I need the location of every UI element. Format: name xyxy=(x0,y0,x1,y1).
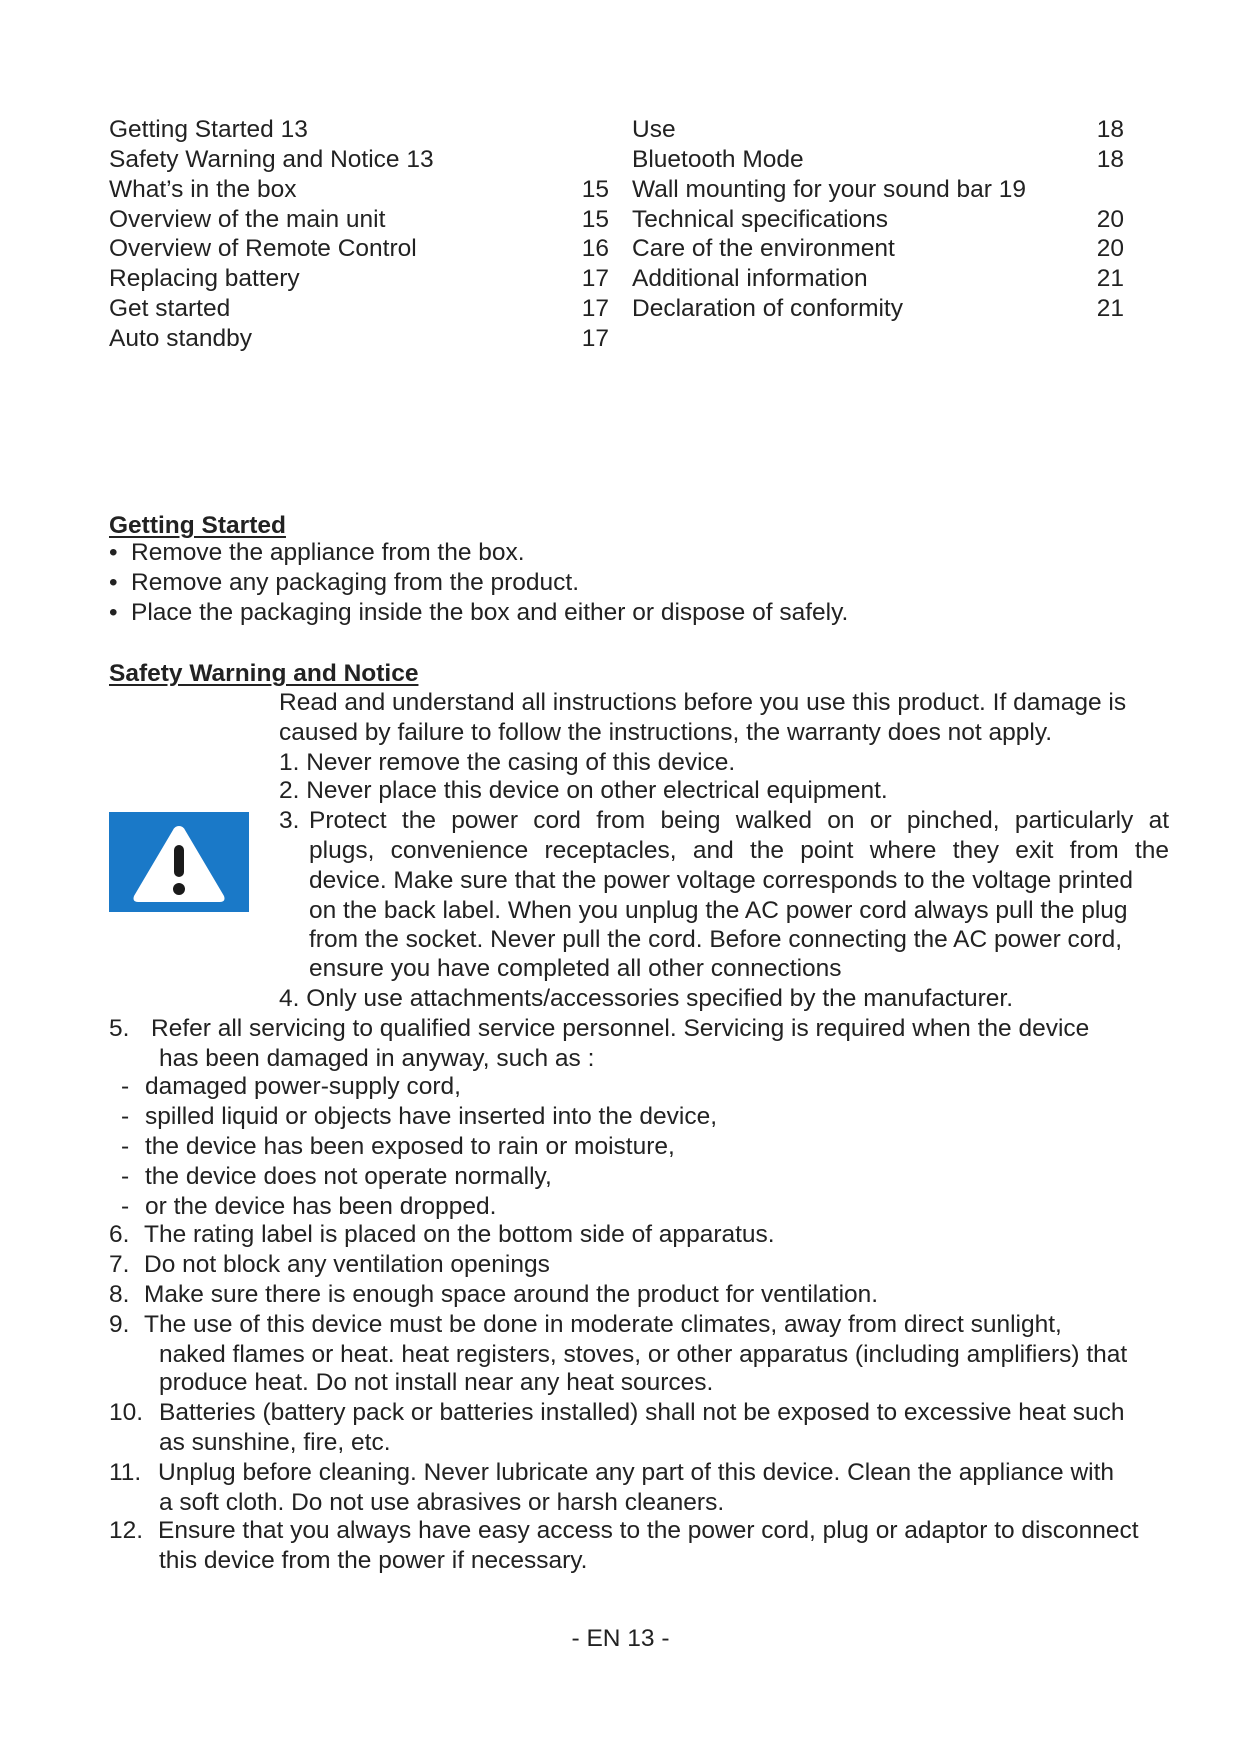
toc-label: Care of the environment xyxy=(632,235,895,262)
toc-label: Getting Started 13 xyxy=(109,116,308,143)
toc-page-number: 18 xyxy=(1096,116,1124,143)
item-line: Make sure there is enough space around the product for ventilation. xyxy=(144,1281,879,1308)
item-number: 3. xyxy=(279,807,300,834)
item-line: plugs, convenience receptacles, and the point where they exit from the xyxy=(309,837,1169,864)
toc-entry xyxy=(109,295,609,323)
safety-item-4: 4. Only use attachments/accessories specified by the manufacturer. xyxy=(279,985,1014,1012)
item-number: 7. xyxy=(109,1251,130,1278)
toc-entry xyxy=(632,206,1124,234)
toc-page-number: 17 xyxy=(581,295,609,322)
item-number: 12. xyxy=(109,1517,144,1544)
toc-entry xyxy=(632,116,1124,144)
toc-label: Use xyxy=(632,116,676,143)
toc-label: Get started xyxy=(109,295,231,322)
item-number: 11. xyxy=(109,1459,142,1486)
item-line: Protect the power cord from being walked on or pinched, particularly at xyxy=(309,807,1169,834)
item-line: Refer all servicing to qualified service personnel. Servicing is required when the device xyxy=(151,1015,1090,1042)
item-number: 6. xyxy=(109,1221,130,1248)
toc-page-number: 17 xyxy=(581,265,609,292)
bullet-item: Remove any packaging from the product. xyxy=(131,569,580,596)
bullet-marker: • xyxy=(109,539,118,566)
toc-label: Safety Warning and Notice 13 xyxy=(109,146,434,173)
toc-label: Wall mounting for your sound bar 19 xyxy=(632,176,1027,203)
toc-entry xyxy=(109,265,609,293)
item-line: has been damaged in anyway, such as : xyxy=(159,1045,595,1072)
toc-page-number: 21 xyxy=(1096,265,1124,292)
toc-entry xyxy=(109,116,609,144)
toc-page-number: 16 xyxy=(581,235,609,262)
item-number: 9. xyxy=(109,1311,130,1338)
item-line: The use of this device must be done in moderate climates, away from direct sunlight, xyxy=(144,1311,1062,1338)
dash-marker: - xyxy=(121,1073,130,1100)
toc-entry xyxy=(109,206,609,234)
bullet-marker: • xyxy=(109,599,118,626)
toc-page-number: 21 xyxy=(1096,295,1124,322)
item-line: Batteries (battery pack or batteries installed) shall not be exposed to excessive heat such xyxy=(159,1399,1125,1426)
page-number: - EN 13 - xyxy=(571,1625,670,1652)
bullet-item: Remove the appliance from the box. xyxy=(131,539,525,566)
safety-item-2: 2. Never place this device on other electrical equipment. xyxy=(279,777,888,804)
intro-line: caused by failure to follow the instructions, the warranty does not apply. xyxy=(279,719,1053,746)
item-number: 8. xyxy=(109,1281,130,1308)
toc-page-number: 17 xyxy=(581,325,609,352)
bullet-marker: • xyxy=(109,569,118,596)
item-line: The rating label is placed on the bottom side of apparatus. xyxy=(144,1221,775,1248)
dash-marker: - xyxy=(121,1193,130,1220)
item-line: ensure you have completed all other connections xyxy=(309,955,842,982)
item-line: produce heat. Do not install near any heat sources. xyxy=(159,1369,714,1396)
item-line: Do not block any ventilation openings xyxy=(144,1251,550,1278)
item-line: device. Make sure that the power voltage corresponds to the voltage printed xyxy=(309,867,1133,894)
toc-label: Auto standby xyxy=(109,325,253,352)
toc-entry xyxy=(109,235,609,263)
bullet-item: Place the packaging inside the box and either or dispose of safely. xyxy=(131,599,849,626)
toc-label: Overview of Remote Control xyxy=(109,235,417,262)
toc-page-number: 18 xyxy=(1096,146,1124,173)
toc-entry xyxy=(632,235,1124,263)
toc-entry xyxy=(632,176,1124,204)
toc-page-number: 20 xyxy=(1096,235,1124,262)
warning-triangle-icon xyxy=(109,812,249,912)
toc-entry xyxy=(109,146,609,174)
item-number: 5. xyxy=(109,1015,130,1042)
item-line: from the socket. Never pull the cord. Before connecting the AC power cord, xyxy=(309,926,1122,953)
getting-started-heading: Getting Started xyxy=(109,512,286,539)
warning-triangle-icon-graphic xyxy=(109,812,249,912)
dash-item: the device has been exposed to rain or moisture, xyxy=(145,1133,675,1160)
toc-label: Declaration of conformity xyxy=(632,295,903,322)
toc-label: What’s in the box xyxy=(109,176,297,203)
item-line: on the back label. When you unplug the AC power cord always pull the plug xyxy=(309,897,1128,924)
toc-entry xyxy=(632,265,1124,293)
dash-marker: - xyxy=(121,1103,130,1130)
item-line: as sunshine, fire, etc. xyxy=(159,1429,391,1456)
dash-item: the device does not operate normally, xyxy=(145,1163,552,1190)
toc-page-number: 20 xyxy=(1096,206,1124,233)
toc-label: Technical specifications xyxy=(632,206,889,233)
safety-heading: Safety Warning and Notice xyxy=(109,660,419,687)
item-line: a soft cloth. Do not use abrasives or harsh cleaners. xyxy=(159,1489,725,1516)
item-number: 10. xyxy=(109,1399,144,1426)
item-line: Ensure that you always have easy access to the power cord, plug or adaptor to disconnect xyxy=(158,1517,1139,1544)
safety-item-1: 1. Never remove the casing of this device. xyxy=(279,749,736,776)
toc-page-number: 15 xyxy=(581,206,609,233)
dash-item: damaged power-supply cord, xyxy=(145,1073,461,1100)
item-line: Unplug before cleaning. Never lubricate any part of this device. Clean the appliance with xyxy=(158,1459,1115,1486)
toc-entry xyxy=(109,176,609,204)
intro-line: Read and understand all instructions before you use this product. If damage is xyxy=(279,689,1127,716)
toc-page-number: 15 xyxy=(581,176,609,203)
item-line: this device from the power if necessary. xyxy=(159,1547,588,1574)
toc-label: Bluetooth Mode xyxy=(632,146,804,173)
toc-label: Additional information xyxy=(632,265,868,292)
toc-entry xyxy=(109,325,609,353)
dash-marker: - xyxy=(121,1163,130,1190)
toc-entry xyxy=(632,146,1124,174)
toc-entry xyxy=(632,295,1124,323)
toc-label: Overview of the main unit xyxy=(109,206,386,233)
toc-label: Replacing battery xyxy=(109,265,300,292)
dash-item: or the device has been dropped. xyxy=(145,1193,497,1220)
item-line: naked flames or heat. heat registers, stoves, or other apparatus (including amplifiers) that xyxy=(159,1341,1128,1368)
dash-item: spilled liquid or objects have inserted into the device, xyxy=(145,1103,718,1130)
dash-marker: - xyxy=(121,1133,130,1160)
